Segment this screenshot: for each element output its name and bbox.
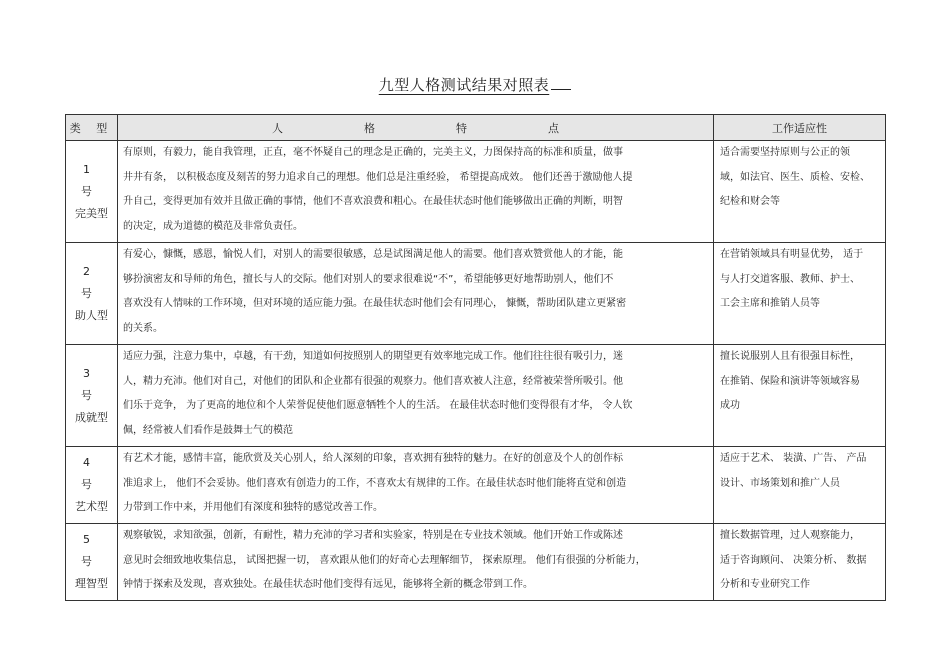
- type-cell: [66, 141, 118, 243]
- traits-line: 们乐于竞争， 为了更高的地位和个人荣誉促使他们愿意牺牲个人的生活。 在最佳状态时他们变得很有才华， 令人钦: [123, 400, 633, 411]
- traits-line: 人，精力充沛。他们对自己，对他们的团队和企业都有很强的观察力。他们喜欢被人注意，经常被荣誉所吸引。他: [123, 375, 623, 387]
- work-line: 域，如法官、医生、质检、安检、: [720, 171, 870, 183]
- traits-line: 有艺术才能，感情丰富，能欣赏及关心别人，给人深刻的印象，喜欢拥有独特的魅力。在好的创意及个人的创作标: [123, 453, 623, 464]
- type-name: 艺术型: [75, 500, 108, 513]
- traits-line: 的决定，成为道德的模范及非常负责任。: [123, 220, 303, 232]
- work-line: 纪检和财会等: [720, 196, 780, 207]
- traits-line: 井井有条， 以积极态度及刻苦的努力追求自己的理想。他们总是注重经验， 希望提高成效。 他们还善于激励他人提: [123, 171, 633, 183]
- type-cell: [66, 345, 118, 447]
- traits-cell: [118, 345, 714, 447]
- type-number: 4 号: [81, 456, 102, 491]
- type-number: 5 号: [81, 533, 102, 568]
- header-type: 类 型: [66, 115, 118, 141]
- type-cell: [66, 243, 118, 345]
- work-line: 与人打交道客服、教师、护士、: [720, 273, 860, 285]
- traits-cell: [118, 243, 714, 345]
- type-number: 2 号: [81, 264, 102, 300]
- work-cell: [714, 141, 886, 243]
- work-line: 工会主席和推销人员等: [720, 298, 820, 309]
- table-row: [66, 447, 886, 524]
- type-name: 完美型: [75, 206, 108, 220]
- traits-cell: [118, 447, 714, 524]
- traits-line: 观察敏锐，求知欲强，创新，有耐性，精力充沛的学习者和实验家，特别是在专业技术领域。他们开始工作或陈述: [123, 530, 623, 541]
- table-row: [66, 345, 886, 447]
- work-line: 适合需要坚持原则与公正的领: [720, 147, 850, 158]
- document-title: 九型人格测试结果对照表: [0, 74, 950, 95]
- header-char-2: 格: [364, 121, 375, 135]
- personality-table: [65, 114, 886, 601]
- type-cell: [66, 524, 118, 601]
- work-line: 擅长数据管理，过人观察能力，: [720, 530, 860, 541]
- work-line: 擅长说服别人且有很强目标性，: [720, 351, 860, 362]
- work-cell: [714, 345, 886, 447]
- header-char-3: 特: [456, 121, 467, 135]
- work-line: 成功: [720, 400, 740, 411]
- traits-line: 够扮演密友和导师的角色，擅长与人的交际。他们对别人的要求很难说“不”，希望能够更好地帮助别人，他们不: [123, 273, 614, 285]
- traits-line: 有爱心，慷慨，感恩，愉悦人们，对别人的需要很敏感，总是试图满足他人的需要。他们喜欢赞赏他人的才能，能: [123, 249, 623, 260]
- traits-line: 喜欢没有人情味的工作环境，但对环境的适应能力强。在最佳状态时他们会有同理心， 慷慨，帮助团队建立更紧密: [123, 298, 627, 309]
- traits-line: 适应力强，注意力集中，卓越，有干劲，知道如何按照别人的期望更有效率地完成工作。他们往往很有吸引力，迷: [123, 351, 623, 362]
- work-line: 在推销、保险和演讲等领域容易: [720, 375, 860, 387]
- work-line: 适于咨询顾问、 决策分析、 数据: [720, 554, 867, 566]
- work-line: 在营销领域具有明显优势， 适于: [720, 249, 864, 260]
- table-row: [66, 524, 886, 601]
- type-name: 成就型: [75, 410, 108, 424]
- work-cell: [714, 524, 886, 601]
- type-number: 1 号: [81, 162, 102, 198]
- table-row: [66, 243, 886, 345]
- type-name: 理智型: [75, 577, 108, 590]
- work-cell: [714, 447, 886, 524]
- traits-line: 准追求上， 他们不会妥协。他们喜欢有创造力的工作，不喜欢太有规律的工作。在最佳状态时他们能将直觉和创造: [123, 477, 627, 489]
- table-header-row: [66, 115, 886, 141]
- traits-line: 有原则，有毅力，能自我管理，正直，毫不怀疑自己的理念是正确的，完美主义，力图保持高的标准和质量，做事: [123, 147, 623, 158]
- type-cell: [66, 447, 118, 524]
- header-char-4: 点: [548, 121, 559, 135]
- header-char-1: 人: [272, 121, 283, 135]
- work-cell: [714, 243, 886, 345]
- header-characteristics: [118, 115, 714, 141]
- traits-line: 钟情于探索及发现，喜欢独处。在最佳状态时他们变得有远见，能够将全新的概念带到工作。: [123, 579, 533, 590]
- work-line: 设计、市场策划和推广人员: [720, 477, 840, 489]
- traits-line: 的关系。: [123, 322, 163, 334]
- traits-line: 佩，经常被人们看作是鼓舞士气的模范: [123, 424, 293, 436]
- traits-cell: [118, 524, 714, 601]
- type-name: 助人型: [75, 308, 108, 322]
- traits-line: 力带到工作中来，并用他们有深度和独特的感觉改善工作。: [123, 502, 383, 513]
- work-line: 分析和专业研究工作: [720, 579, 810, 590]
- traits-cell: [118, 141, 714, 243]
- header-work: 工作适应性: [714, 115, 886, 141]
- traits-line: 意见时会细致地收集信息， 试图把握一切， 喜欢跟从他们的好奇心去理解细节， 探索原理。 他们有很强的分析能力，: [123, 554, 646, 566]
- work-line: 适应于艺术、 装潢、广告、 产品: [720, 453, 867, 464]
- type-number: 3 号: [81, 366, 102, 402]
- traits-line: 升自己，变得更加有效并且做正确的事情，他们不喜欢浪费和粗心。在最佳状态时他们能够做出正确的判断，明智: [123, 196, 623, 207]
- table-row: [66, 141, 886, 243]
